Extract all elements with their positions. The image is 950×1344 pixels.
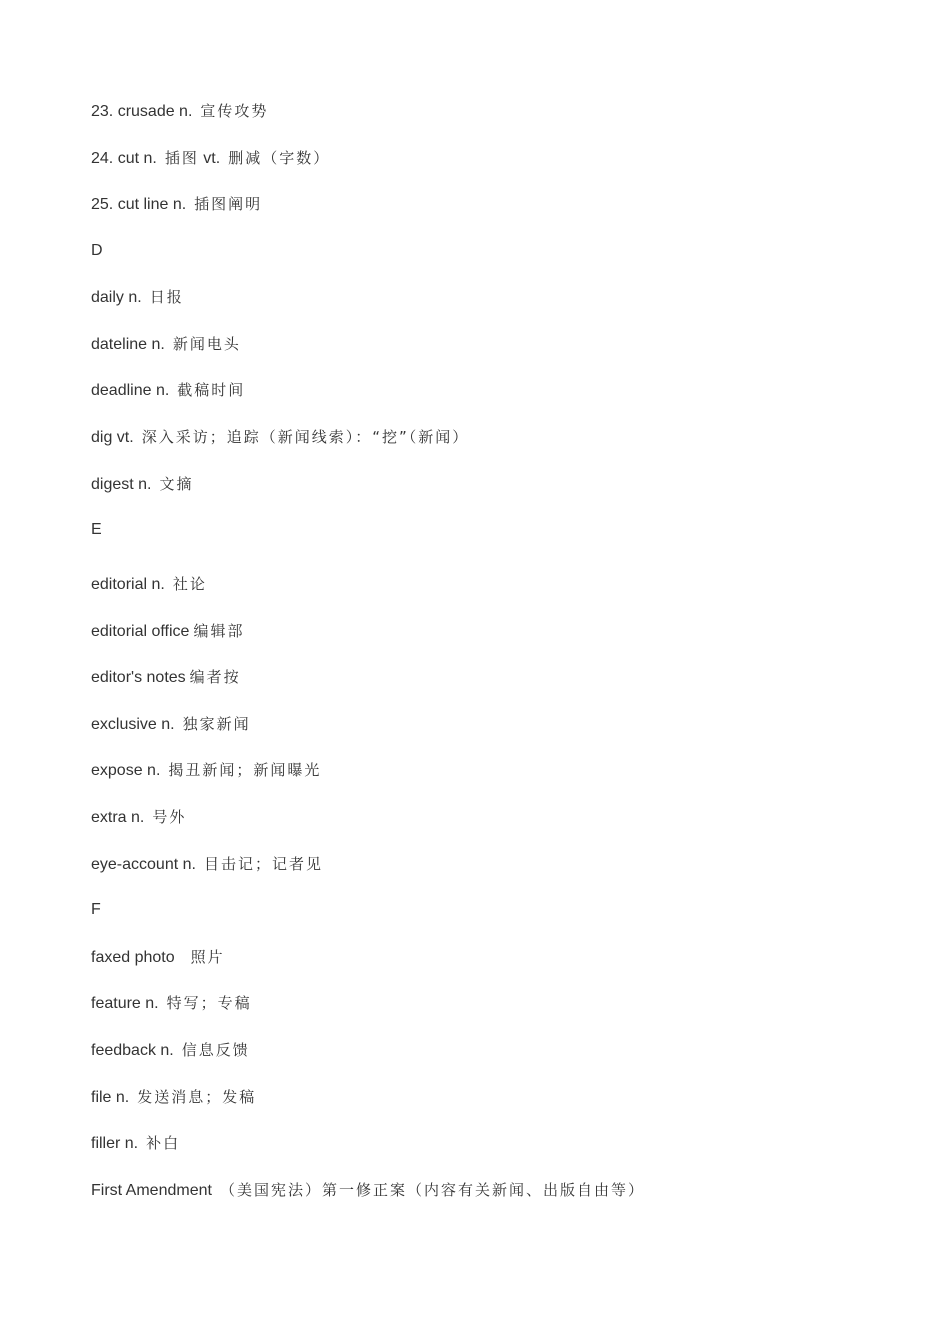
definition: 日报 xyxy=(149,288,184,306)
definition: 截稿时间 xyxy=(177,381,246,399)
glossary-entry-editorial xyxy=(91,572,207,596)
term-part-of-speech: vt. xyxy=(203,150,221,167)
term: eye-account n. xyxy=(91,856,196,873)
section-letter-e xyxy=(91,518,102,542)
term: daily n. xyxy=(91,289,142,306)
definition: 特写；专稿 xyxy=(166,994,252,1012)
section-letter-d xyxy=(91,239,103,263)
glossary-entry-file xyxy=(91,1085,256,1109)
glossary-entry-filler xyxy=(91,1131,180,1155)
definition: 文摘 xyxy=(159,475,194,493)
term: file n. xyxy=(91,1089,130,1106)
term: exclusive n. xyxy=(91,716,175,733)
section-letter: D xyxy=(91,242,103,259)
term: deadline n. xyxy=(91,382,170,399)
glossary-entry-eye-account xyxy=(91,852,323,876)
glossary-entry-feature xyxy=(91,991,252,1015)
term: expose n. xyxy=(91,762,161,779)
term: editorial office xyxy=(91,623,190,640)
definition: 补白 xyxy=(146,1134,181,1152)
term: First Amendment xyxy=(91,1182,212,1199)
term: faxed photo xyxy=(91,949,175,966)
definition: 信息反馈 xyxy=(181,1041,250,1059)
definition: 插图 xyxy=(164,149,199,167)
glossary-entry-digest xyxy=(91,472,194,496)
glossary-entry-exclusive xyxy=(91,712,251,736)
definition: 编辑部 xyxy=(193,622,245,640)
glossary-entry-expose xyxy=(91,758,321,782)
glossary-entry-faxed-photo xyxy=(91,945,225,969)
definition: 揭丑新闻；新闻曝光 xyxy=(168,761,322,779)
glossary-entry-dateline xyxy=(91,332,241,356)
definition: 编者按 xyxy=(189,668,241,686)
glossary-entry-cut xyxy=(91,146,330,170)
definition: （美国宪法）第一修正案（内容有关新闻、出版自由等） xyxy=(219,1181,645,1199)
glossary-entry-first-amendment xyxy=(91,1178,645,1202)
term: feedback n. xyxy=(91,1042,174,1059)
term: dig vt. xyxy=(91,429,134,446)
glossary-entry-crusade xyxy=(91,99,268,123)
definition-secondary: 删减（字数） xyxy=(228,149,331,167)
definition: 目击记；记者见 xyxy=(203,855,323,873)
definition: 社论 xyxy=(172,575,207,593)
definition: 发送消息；发稿 xyxy=(137,1088,257,1106)
term: extra n. xyxy=(91,809,145,826)
definition: 号外 xyxy=(152,808,187,826)
definition: 深入采访；追踪（新闻线索）：“挖”（新闻） xyxy=(141,428,470,446)
section-letter: E xyxy=(91,521,102,538)
glossary-entry-daily xyxy=(91,285,184,309)
definition: 宣传攻势 xyxy=(200,102,269,120)
term: feature n. xyxy=(91,995,159,1012)
definition: 插图阐明 xyxy=(194,195,263,213)
term: filler n. xyxy=(91,1135,139,1152)
term: editorial n. xyxy=(91,576,165,593)
term: 24. cut n. xyxy=(91,150,157,167)
glossary-entry-editorial-office xyxy=(91,619,244,643)
definition: 独家新闻 xyxy=(182,715,251,733)
glossary-entry-cut-line xyxy=(91,192,262,216)
section-letter: F xyxy=(91,901,101,918)
glossary-entry-editors-notes xyxy=(91,665,241,689)
definition: 照片 xyxy=(190,948,225,966)
term: editor's notes xyxy=(91,669,186,686)
term: digest n. xyxy=(91,476,152,493)
term: 23. crusade n. xyxy=(91,103,193,120)
section-letter-f xyxy=(91,898,101,922)
glossary-entry-extra xyxy=(91,805,186,829)
glossary-entry-deadline xyxy=(91,378,245,402)
glossary-entry-feedback xyxy=(91,1038,250,1062)
term: dateline n. xyxy=(91,336,165,353)
definition: 新闻电头 xyxy=(172,335,241,353)
term: 25. cut line n. xyxy=(91,196,187,213)
glossary-entry-dig xyxy=(91,425,469,449)
